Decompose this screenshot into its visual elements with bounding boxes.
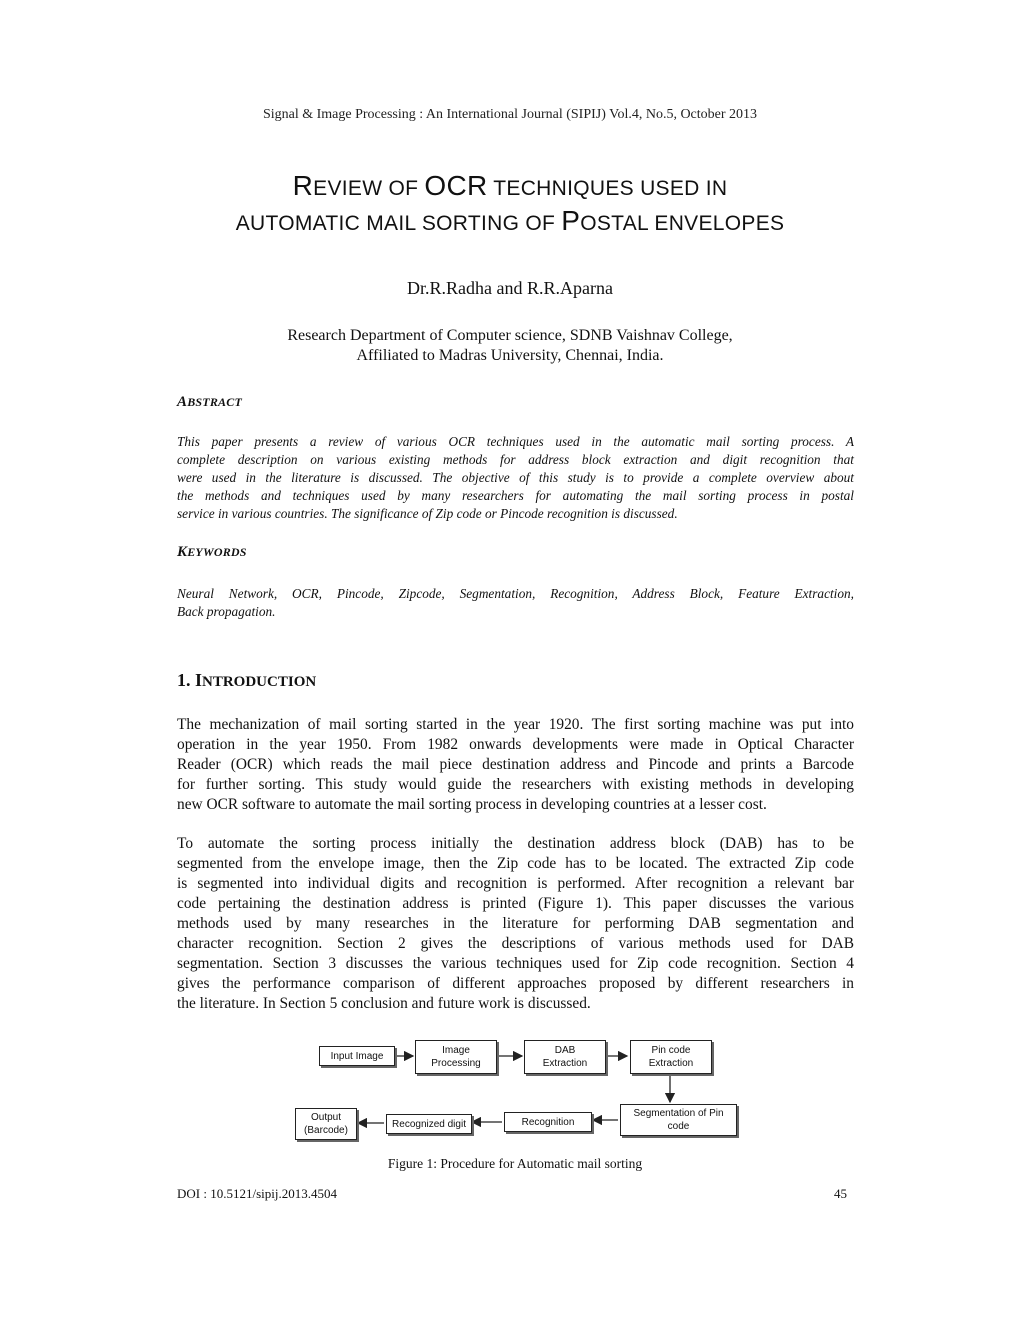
abstract-heading: ABSTRACT	[177, 394, 242, 410]
introduction-heading: 1. INTRODUCTION	[177, 670, 317, 690]
keywords-heading: KEYWORDS	[177, 544, 247, 560]
box-image-processing: Image Processing	[415, 1040, 497, 1074]
box-input-image: Input Image	[319, 1046, 395, 1066]
box-output-barcode: Output (Barcode)	[295, 1108, 357, 1140]
title-line-1: REVIEW OF OCR TECHNIQUES USED IN	[292, 170, 728, 201]
doi: DOI : 10.5121/sipij.2013.4504	[177, 1186, 337, 1201]
box-pin-code-extraction: Pin code Extraction	[630, 1040, 712, 1074]
abstract-text: This paper presents a review of various OCR techniques used in the automatic mail sorting process. A complete description on various existing methods for address block extraction and digit recognition that were used in the literature is discussed. The objective of this study is to provide a complete overview about the methods and techniques used by many researchers for automating the mail sorting process in postal service in various countries. The significance of Zip code or Pincode recognition is discussed.	[177, 434, 854, 521]
title-line-2: AUTOMATIC MAIL SORTING OF POSTAL ENVELOPES	[235, 205, 785, 236]
box-recognized-digit: Recognized digit	[386, 1114, 472, 1134]
box-segmentation-pin-code: Segmentation of Pin code	[620, 1104, 737, 1136]
figure-1-flowchart	[280, 1030, 750, 1145]
running-head: Signal & Image Processing : An International Journal (SIPIJ) Vol.4, No.5, October 2013	[262, 107, 758, 122]
intro-paragraph-2: To automate the sorting process initially the destination address block (DAB) has to be segmented from the envelope image, then the Zip code has to be located. The extracted Zip code is segmented into individual digits and recognition is performed. After recognition a relevant bar code pertaining the destination address is printed (Figure 1). This paper discusses the various methods used by many researches in the literature for performing DAB segmentation and character recognition. Section 2 gives the descriptions of various methods used for DAB segmentation. Section 3 discusses the various techniques used for Zip code recognition. Section 4 gives the performance comparison of different approaches proposed by different researchers in the literature. In Section 5 conclusion and future work is discussed.	[177, 835, 854, 1012]
page-number: 45	[834, 1186, 847, 1201]
figure-1-caption: Figure 1: Procedure for Automatic mail sorting	[387, 1156, 643, 1171]
authors: Dr.R.Radha and R.R.Aparna	[407, 278, 613, 298]
keywords-text: Neural Network, OCR, Pincode, Zipcode, Segmentation, Recognition, Address Block, Feature Extraction, Back propagation.	[177, 586, 854, 619]
affiliation: Research Department of Computer science, SDNB Vaishnav College, Affiliated to Madras University, Chennai, India.	[287, 327, 733, 364]
box-dab-extraction: DAB Extraction	[524, 1040, 606, 1074]
box-recognition: Recognition	[504, 1112, 592, 1132]
paper-title	[60, 170, 960, 240]
intro-paragraph-1: The mechanization of mail sorting started in the year 1920. The first sorting machine was put into operation in the year 1950. From 1982 onwards developments were made in Optical Character Reader (OCR) which reads the mail piece destination address and Pincode and prints a Barcode for further sorting. This study would guide the researchers with existing methods in developing new OCR software to automate the mail sorting process in developing countries at a lesser cost.	[177, 716, 854, 813]
